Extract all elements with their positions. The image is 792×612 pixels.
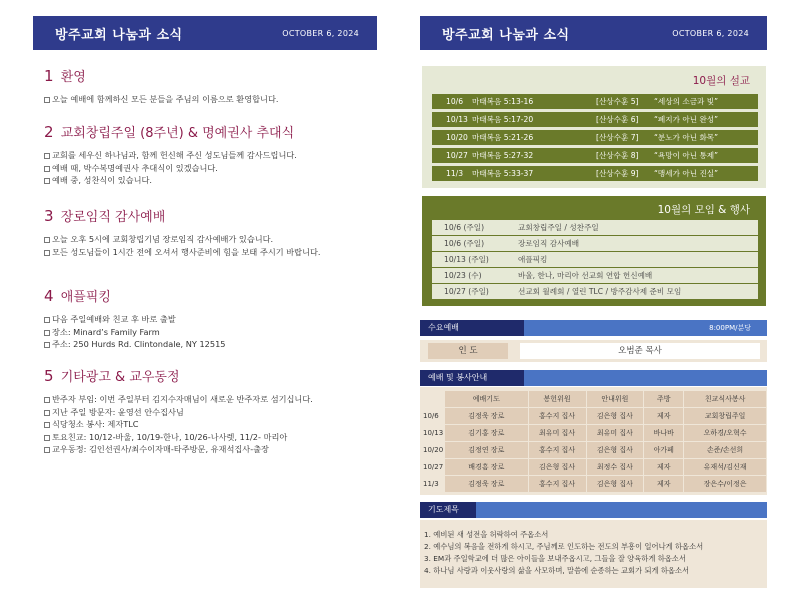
prayer-item: 3. EM과 주일학교에 더 많은 아이들을 보내주옵시고, 그들을 잘 양육하게 하옵소서: [424, 554, 686, 563]
list-item: 식당청소 봉사: 제자TLC: [44, 418, 374, 431]
table-row: 11/3 김정욱 장로 홍수지 집사 김은형 집사 제자 장은수/이정은: [421, 476, 767, 493]
wednesday-service-label: 수요예배: [420, 320, 524, 336]
list-item: 교우동정: 김인선권사/최수이자매-타주방문, 유재석집사-출장: [44, 443, 374, 456]
sermon-row: 10/20 마태복음 5:21-26 [산상수훈 7] “분노가 아닌 화목”: [432, 130, 758, 145]
section-title: 4 애플픽킹: [44, 287, 111, 305]
section-welcome: [44, 66, 374, 106]
table-row: 10/13 김기홍 장로 최유미 집사 최유미 집사 바나바 오하경/오혁수: [421, 425, 767, 442]
list-item: 오늘 오후 5시에 교회창립기념 장로임직 감사예배가 있습니다.: [44, 233, 374, 246]
sermon-row: 11/3 마태복음 5:33-37 [산상수훈 9] “맹세가 아닌 진실”: [432, 166, 758, 181]
sermon-row: 10/27 마태복음 5:27-32 [산상수훈 8] “욕망이 아닌 통제”: [432, 148, 758, 163]
preacher-role: 인 도: [428, 343, 508, 359]
prayer-item: 4. 하나님 사랑과 이웃사랑의 삶을 사모하며, 말씀에 순종하는 교회가 되게 하옵소서: [424, 566, 690, 575]
service-guide-label: 예배 및 봉사안내: [420, 370, 524, 386]
event-row: 10/23 (수) 바울, 한나, 마리아 선교회 연합 헌신예배: [432, 268, 758, 283]
table-row: 10/6 김정욱 장로 홍수지 집사 김은형 집사 제자 교회창립주일: [421, 408, 767, 425]
section-title: 2 교회창립주일 (8주년) & 명예권사 추대식: [44, 123, 295, 141]
section-anniversary: [44, 122, 374, 187]
list-item: 반주자 부임: 이번 주일부터 김지수자매님이 새로운 반주자로 섬기십니다.: [44, 393, 374, 406]
list-item: 예배 때, 박수복명예권사 추대식이 있겠습니다.: [44, 162, 374, 175]
event-row: 10/13 (주일) 애플픽킹: [432, 252, 758, 267]
page-date: OCTOBER 6, 2024: [282, 28, 359, 38]
section-ordination: [44, 206, 374, 258]
wednesday-preacher: [420, 340, 767, 362]
list-item: 장소: Minard’s Family Farm: [44, 326, 374, 339]
prayer-list-box: [420, 520, 767, 588]
bullet-list: [44, 313, 374, 351]
page-title: 방주교회 나눔과 소식: [55, 27, 183, 43]
page-header: [420, 16, 767, 50]
bullet-list: [44, 393, 374, 456]
section-title: 3 장로임직 감사예배: [44, 207, 166, 225]
prayer-bar: [420, 502, 767, 518]
section-title: 1 환영: [44, 67, 86, 85]
event-schedule-title: 10월의 모임 & 행사: [657, 204, 750, 216]
page-header: [33, 16, 377, 50]
section-announcements: [44, 366, 374, 456]
service-table-box: [420, 387, 767, 495]
sermon-schedule: [422, 66, 766, 188]
wednesday-service-bar: [420, 320, 767, 336]
service-table: [420, 390, 767, 493]
table-header-row: 예배기도 봉헌위원 안내위원 주방 친교식사봉사: [421, 391, 767, 408]
page-date: OCTOBER 6, 2024: [672, 28, 749, 38]
prayer-item: 1. 예비된 새 성전을 허락하여 주옵소서: [424, 530, 549, 539]
preacher-name: 오범준 목사: [520, 343, 760, 359]
list-item: 지난 주일 방문자: 윤영선 안수집사님: [44, 406, 374, 419]
bullet-list: [44, 93, 374, 106]
list-item: 다음 주일예배와 친교 후 바로 출발: [44, 313, 374, 326]
event-row: 10/27 (주일) 선교회 월례회 / 열린 TLC / 방주감사제 준비 모임: [432, 284, 758, 299]
sermon-schedule-title: 10월의 설교: [692, 75, 750, 87]
list-item: 모든 성도님들이 1시간 전에 오셔서 행사준비에 힘을 보태 주시기 바랍니다.: [44, 246, 374, 259]
wednesday-service-time: 8:00PM/분당: [709, 324, 751, 332]
section-title: 5 기타광고 & 교우동정: [44, 367, 180, 385]
service-guide-bar: [420, 370, 767, 386]
list-item: 예배 중, 성찬식이 있습니다.: [44, 174, 374, 187]
list-item: 주소: 250 Hurds Rd. Clintondale, NY 12515: [44, 338, 374, 351]
right-page: [396, 0, 792, 612]
table-row: 10/27 배경흠 장로 김은형 집사 최정수 집사 제자 유재석/김신재: [421, 459, 767, 476]
prayer-label: 기도제목: [420, 502, 476, 518]
prayer-list: [420, 520, 767, 577]
sermon-row: 10/6 마태복음 5:13-16 [산상수훈 5] “세상의 소금과 빛”: [432, 94, 758, 109]
bullet-list: [44, 149, 374, 187]
list-item: 토요친교: 10/12-바울, 10/19-한나, 10/26-나사렛, 11/2- 마리아: [44, 431, 374, 444]
event-row: 10/6 (주일) 교회창립주일 / 성찬주일: [432, 220, 758, 235]
list-item: 오늘 예배에 함께하신 모든 분들을 주님의 이름으로 환영합니다.: [44, 93, 374, 106]
section-apple-picking: [44, 286, 374, 351]
event-schedule: [422, 196, 766, 306]
page-title: 방주교회 나눔과 소식: [442, 27, 570, 43]
prayer-item: 2. 예수님의 복음을 전하게 하시고, 주님께로 인도하는 전도의 부흥이 일어나게 하옵소서: [424, 542, 704, 551]
list-item: 교회를 세우신 하나님과, 함께 헌신해 주신 성도님들께 감사드립니다.: [44, 149, 374, 162]
table-row: 10/20 김정연 장로 홍수지 집사 김은형 집사 아가페 손준/손선희: [421, 442, 767, 459]
bullet-list: [44, 233, 374, 258]
event-row: 10/6 (주일) 장로임직 감사예배: [432, 236, 758, 251]
sermon-row: 10/13 마태복음 5:17-20 [산상수훈 6] “폐지가 아닌 완성”: [432, 112, 758, 127]
